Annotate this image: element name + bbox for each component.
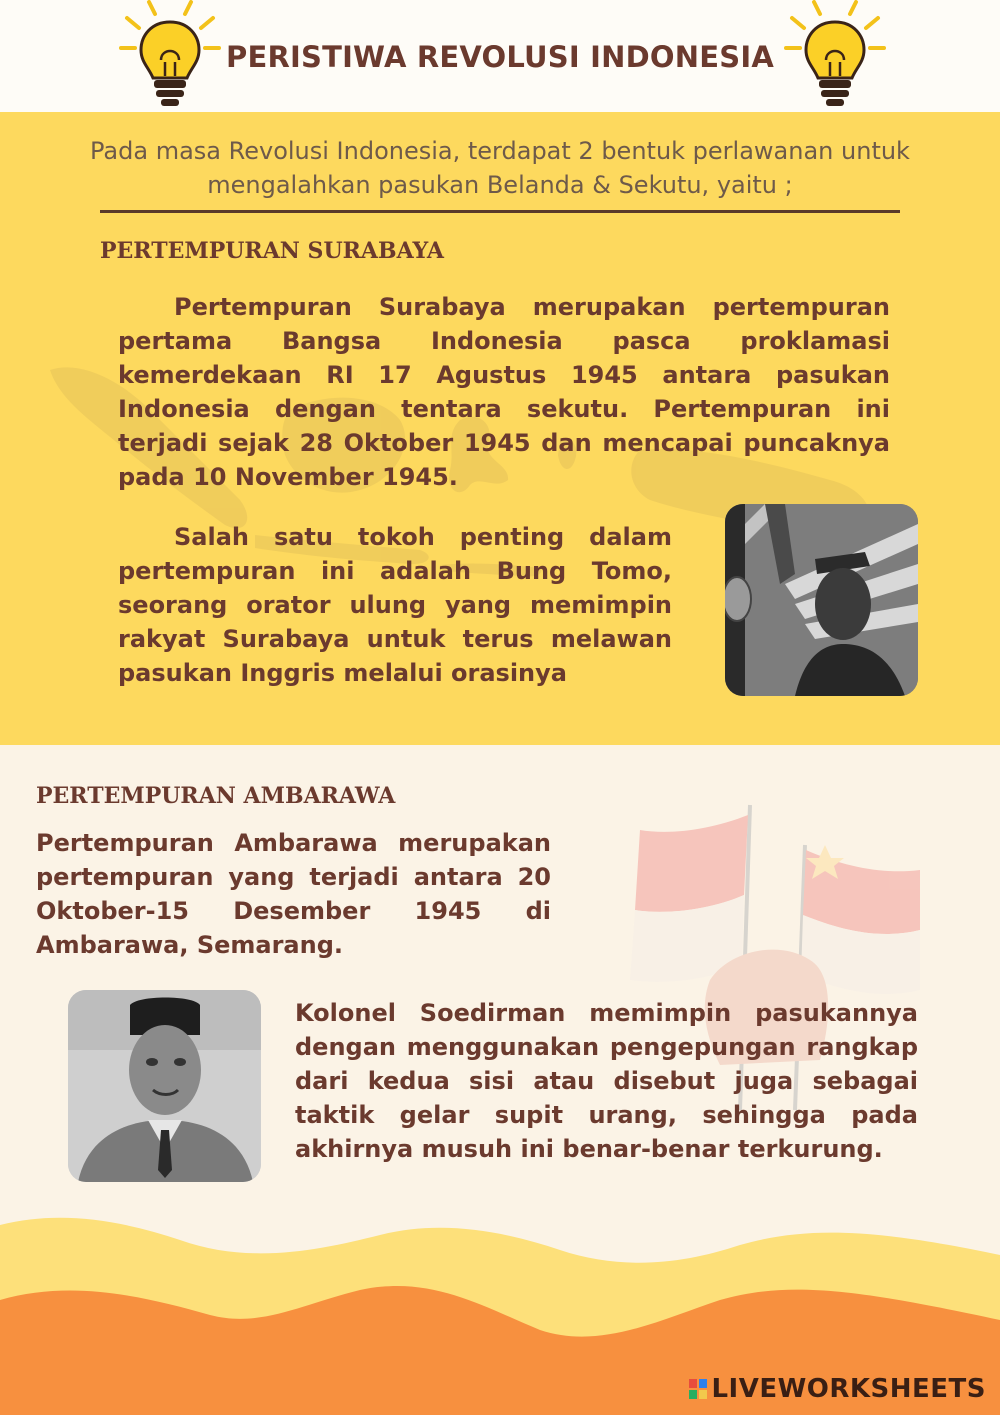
soedirman-photo <box>68 990 261 1182</box>
intro-text: Pada masa Revolusi Indonesia, terdapat 2 bentuk perlawanan untuk mengalahkan pasukan Belanda & Sekutu, yaitu ; <box>90 137 910 199</box>
surabaya-paragraph-2: Salah satu tokoh penting dalam pertempuran ini adalah Bung Tomo, seorang orator ulung yang memimpin rakyat Surabaya untuk terus melawan pasukan Inggris melalui orasinya <box>118 523 672 687</box>
page-title: PERISTIWA REVOLUSI INDONESIA <box>226 40 774 74</box>
ambarawa-paragraph-2: Kolonel Soedirman memimpin pasukannya dengan menggunakan pengepungan rangkap dari kedua sisi atau disebut juga sebagai taktik gelar supit urang, sehingga pada akhirnya musuh ini benar-benar terkurung. <box>295 999 918 1163</box>
ambarawa-paragraph-1: Pertempuran Ambarawa merupakan pertempuran yang terjadi antara 20 Oktober-15 Desember 1945 di Ambarawa, Semarang. <box>36 829 551 959</box>
ambarawa-heading: PERTEMPURAN AMBARAWA <box>36 783 396 809</box>
divider <box>100 210 900 213</box>
liveworksheets-logo[interactable] <box>689 1374 986 1404</box>
surabaya-paragraph-1: Pertempuran Surabaya merupakan pertempuran pertama Bangsa Indonesia pasca proklamasi kemerdekaan RI 17 Agustus 1945 antara pasukan Indonesia dengan tentara sekutu. Pertempuran ini terjadi sejak 28 Oktober 1945 dan mencapai puncaknya pada 10 November 1945. <box>118 293 890 491</box>
surabaya-heading: PERTEMPURAN SURABAYA <box>100 238 444 264</box>
liveworksheets-logo-text: LIVEWORKSHEETS <box>711 1374 986 1404</box>
liveworksheets-logo-icon <box>689 1379 707 1399</box>
bung-tomo-photo <box>725 504 918 696</box>
